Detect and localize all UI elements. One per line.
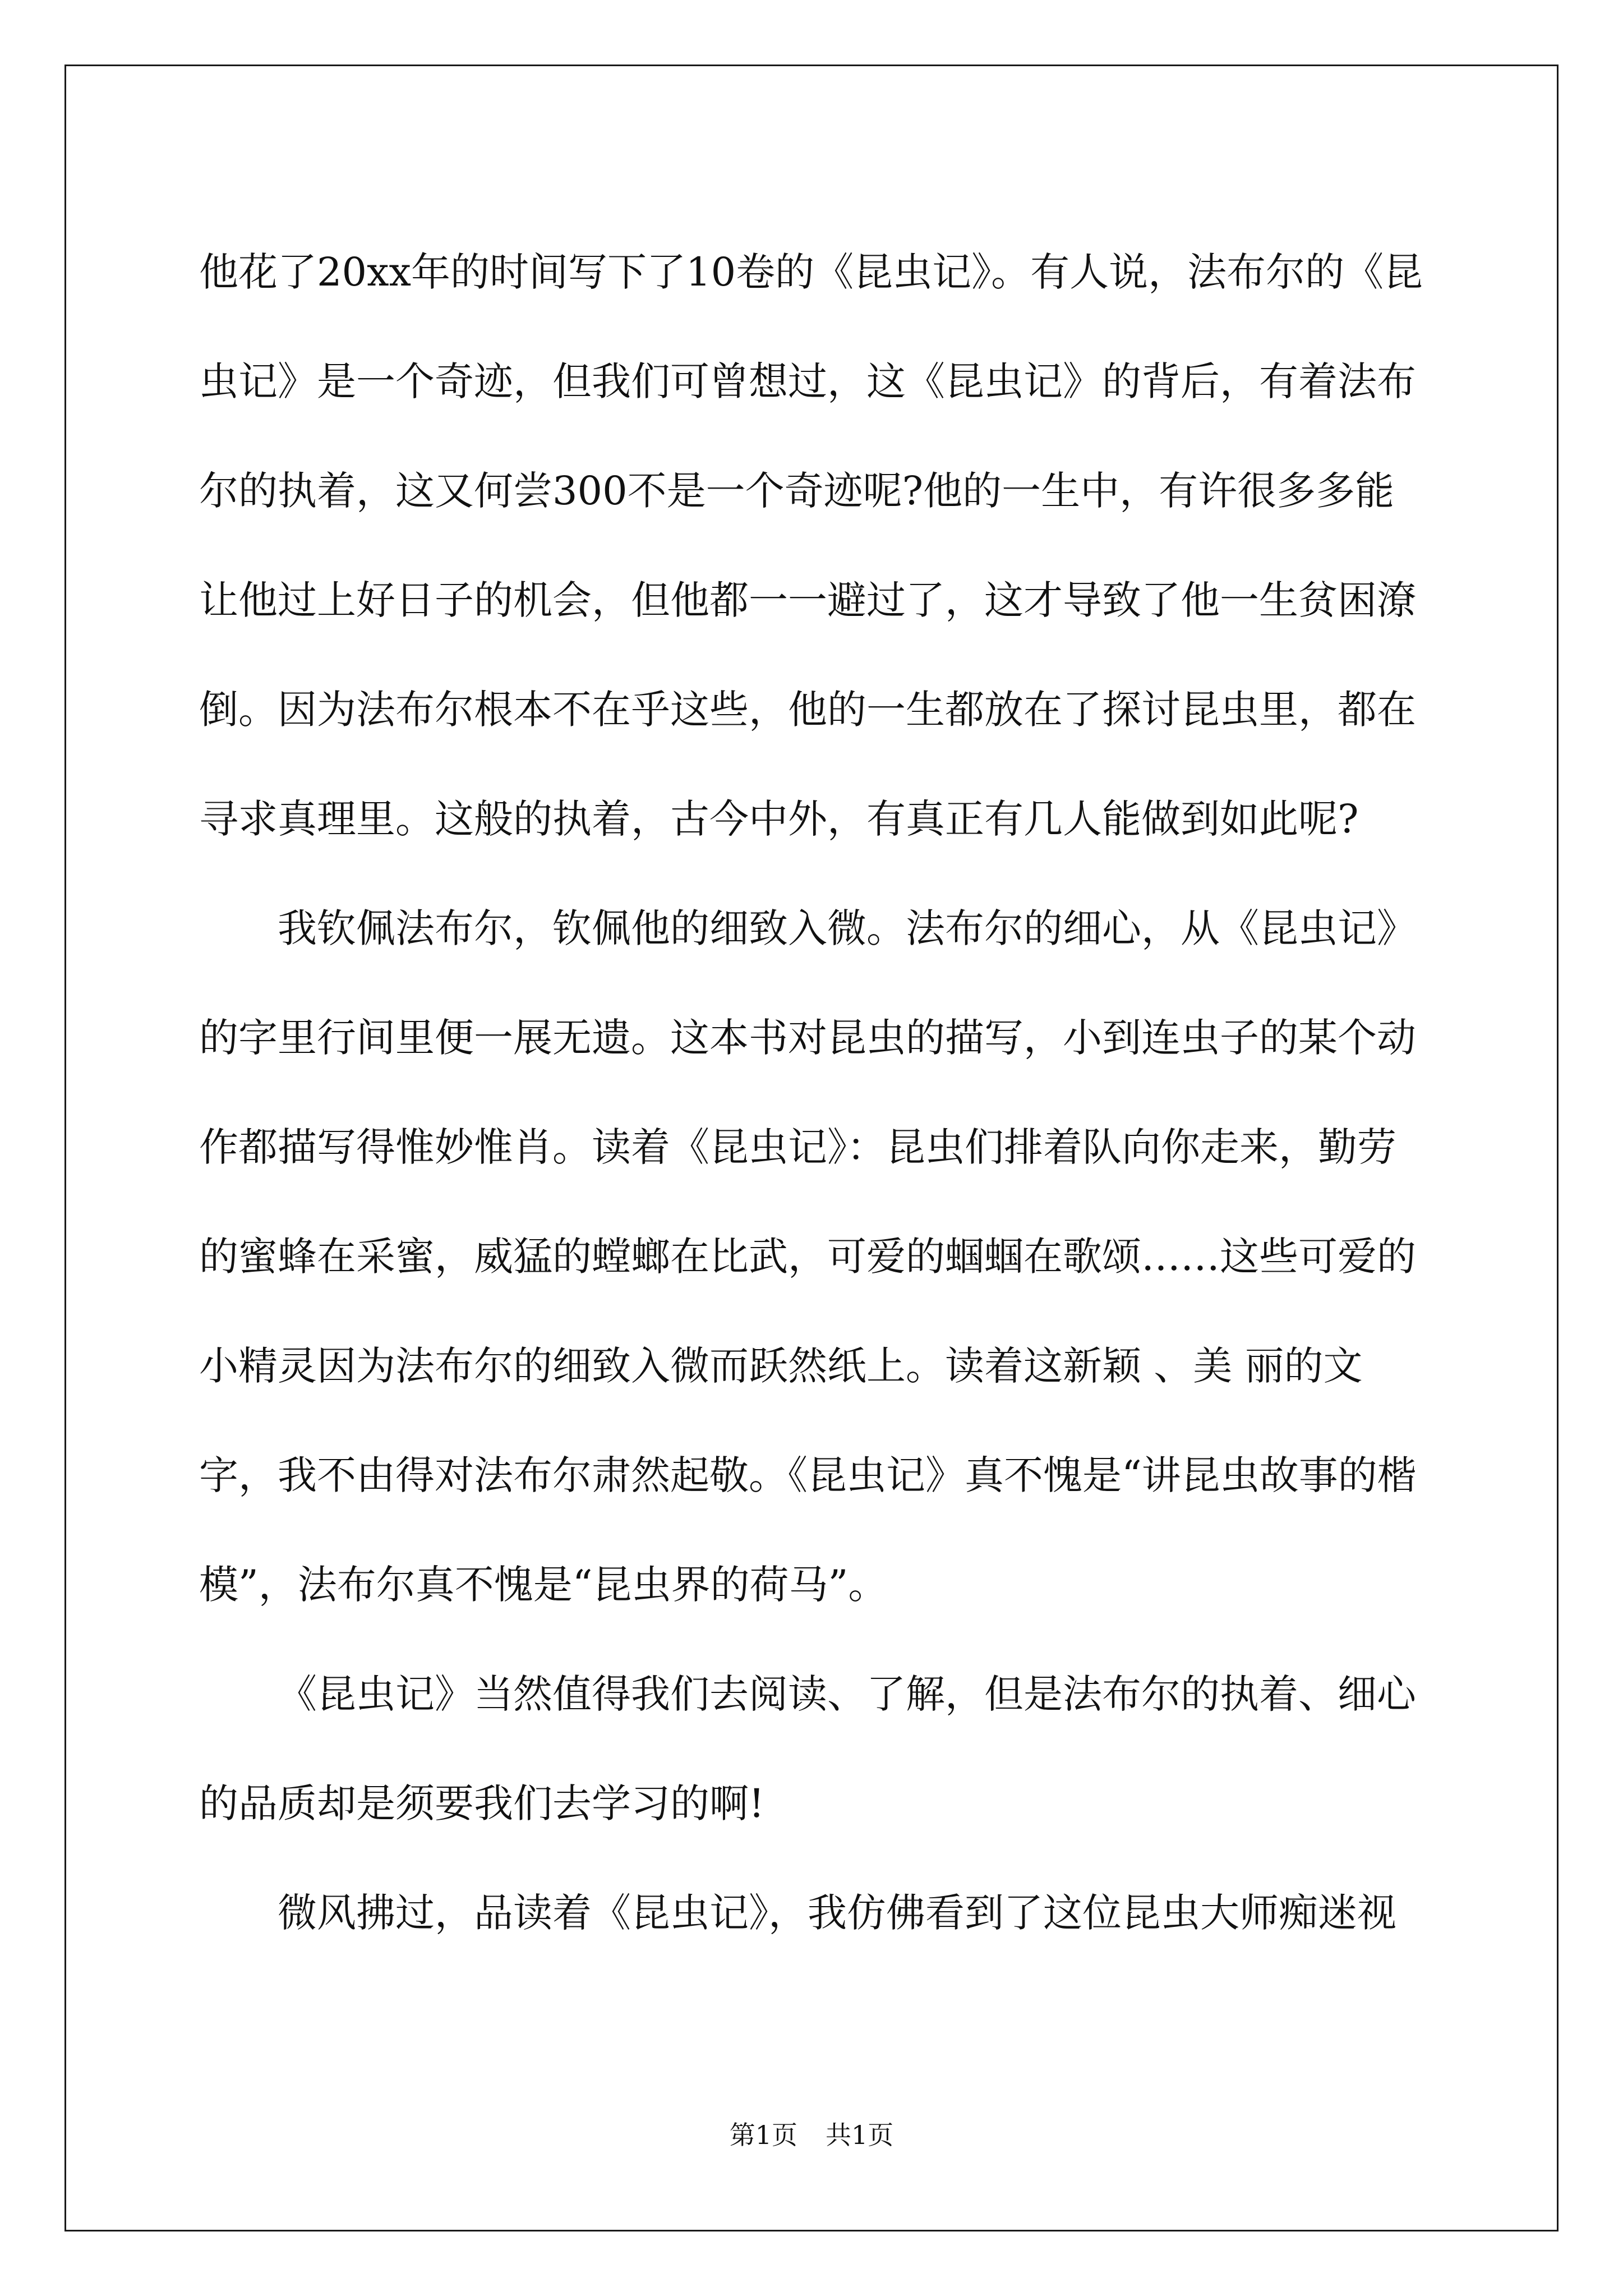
document-body xyxy=(199,218,1433,1968)
paragraph-2: 我钦佩法布尔，钦佩他的细致入微。法布尔的细心，从《昆虫记》的字里行间里便一展无遗。这本书对昆虫的描写，小到连虫子的某个动作都描写得惟妙惟肖。读着《昆虫记》：昆虫们排着队向你走来，勤劳的蜜蜂在采蜜，威猛的螳螂在比武，可爱的蝈蝈在歌颂……这些可爱的小精灵因为法布尔的细致入微而跃然纸上。读着这新颖 、美 丽的文字，我不由得对法布尔肃然起敬。《昆虫记》真不愧是“讲昆虫故事的楷模”，法布尔真不愧是“昆虫界的荷马”。 xyxy=(199,905,1417,1608)
paragraph-1: 他花了20xx年的时间写下了10卷的《昆虫记》。有人说，法布尔的《昆虫记》是一个奇迹，但我们可曾想过，这《昆虫记》的背后，有着法布尔的执着，这又何尝300不是一个奇迹呢?他的一生中，有许很多多能让他过上好日子的机会，但他都一一避过了，这才导致了他一生贫困潦倒。因为法布尔根本不在乎这些，他的一生都放在了探讨昆虫里，都在寻求真理里。这般的执着，古今中外，有真正有几人能做到如此呢? xyxy=(199,249,1423,842)
paragraph-4: 微风拂过，品读着《昆虫记》，我仿佛看到了这位昆虫大师痴迷视 xyxy=(278,1890,1396,1936)
paragraph-3: 《昆虫记》当然值得我们去阅读、了解，但是法布尔的执着、细心的品质却是须要我们去学习的啊! xyxy=(199,1671,1416,1826)
page-total: 共1页 xyxy=(826,2120,894,2150)
page-number: 第1页 xyxy=(729,2120,797,2150)
page-footer xyxy=(0,2118,1623,2152)
